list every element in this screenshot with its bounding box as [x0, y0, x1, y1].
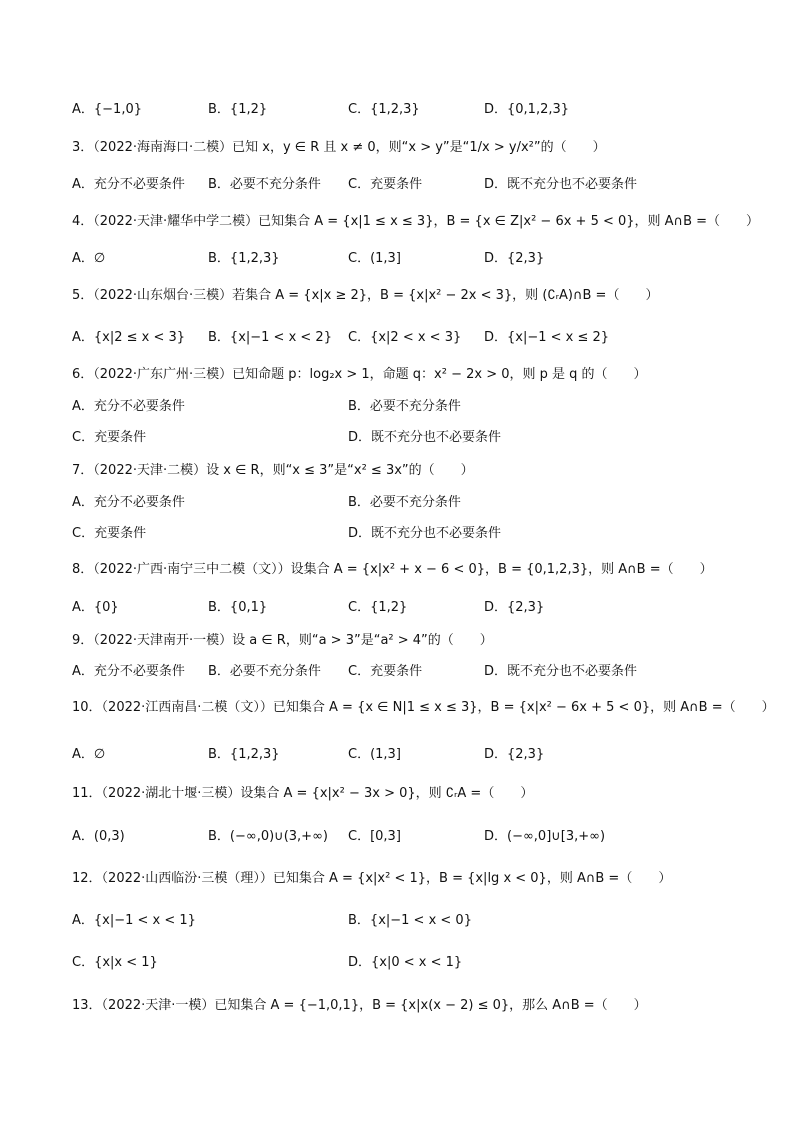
options-row: [72, 176, 712, 194]
option-d: D．{0,1,2,3}: [484, 102, 570, 117]
option-b: B．必要不充分条件: [208, 664, 321, 679]
options-row: [72, 912, 712, 930]
option-a: A．充分不必要条件: [72, 177, 185, 192]
option-c: C．[0,3]: [348, 829, 401, 844]
option-a: A．{x|2 ≤ x < 3}: [72, 330, 186, 345]
option-a: A．∅: [72, 747, 106, 762]
option-c: C．(1,3]: [348, 251, 401, 266]
option-c: C．(1,3]: [348, 747, 401, 762]
options-row: [72, 599, 712, 617]
options-row: [72, 101, 712, 119]
option-d: D．既不充分也不必要条件: [484, 177, 638, 192]
option-c: C．充要条件: [72, 430, 147, 445]
option-d: D．既不充分也不必要条件: [348, 526, 502, 541]
question-5-stem: 5．（2022·山东烟台·三模）若集合 A = {x|x ≥ 2}，B = {x|x² − 2x < 3}，则 (∁ᵣA)∩B =（ ）: [72, 288, 659, 303]
option-c: C．{1,2}: [348, 600, 408, 615]
option-c: C．{x|x < 1}: [72, 955, 158, 970]
option-a: A．充分不必要条件: [72, 664, 185, 679]
option-c: C．{x|2 < x < 3}: [348, 330, 462, 345]
question-13-stem: 13．（2022·天津·一模）已知集合 A = {−1,0,1}，B = {x|x(x − 2) ≤ 0}，那么 A∩B =（ ）: [72, 998, 647, 1013]
option-a: A．充分不必要条件: [72, 495, 185, 510]
option-b: B．{1,2}: [208, 102, 268, 117]
option-c: C．充要条件: [72, 526, 147, 541]
question-8-stem: 8．（2022·广西·南宁三中二模（文））设集合 A = {x|x² + x − 6 < 0}，B = {0,1,2,3}，则 A∩B =（ ）: [72, 562, 713, 577]
option-a: A．{−1,0}: [72, 102, 143, 117]
option-b: B．必要不充分条件: [348, 399, 461, 414]
question-3-stem: 3．（2022·海南海口·二模）已知 x，y ∈ R 且 x ≠ 0，则“x > y”是“1/x > y/x²”的（ ）: [72, 140, 606, 155]
option-d: D．既不充分也不必要条件: [348, 430, 502, 445]
option-d: D．{x|−1 < x ≤ 2}: [484, 330, 610, 345]
option-a: A．充分不必要条件: [72, 399, 185, 414]
options-row: [72, 663, 712, 681]
option-b: B．(−∞,0)∪(3,+∞): [208, 829, 328, 844]
option-d: D．{x|0 < x < 1}: [348, 955, 463, 970]
option-d: D．(−∞,0]∪[3,+∞): [484, 829, 606, 844]
question-9-stem: 9．（2022·天津南开·一模）设 a ∈ R，则“a > 3”是“a² > 4”的（ ）: [72, 633, 493, 648]
option-d: D．{2,3}: [484, 747, 545, 762]
options-row: [72, 494, 712, 512]
options-row: [72, 525, 712, 543]
option-b: B．{0,1}: [208, 600, 268, 615]
option-c: C．{1,2,3}: [348, 102, 420, 117]
question-4-stem: 4．（2022·天津·耀华中学二模）已知集合 A = {x|1 ≤ x ≤ 3}，B = {x ∈ Z|x² − 6x + 5 < 0}，则 A∩B =（ ）: [72, 214, 760, 229]
option-d: D．既不充分也不必要条件: [484, 664, 638, 679]
option-b: B．{x|−1 < x < 2}: [208, 330, 332, 345]
question-11-stem: 11．（2022·湖北十堰·三模）设集合 A = {x|x² − 3x > 0}，则 ∁ᵣA =（ ）: [72, 786, 534, 801]
option-a: A．{0}: [72, 600, 119, 615]
question-6-stem: 6．（2022·广东广州·三模）已知命题 p：log₂x > 1，命题 q：x² − 2x > 0，则 p 是 q 的（ ）: [72, 367, 647, 382]
option-b: B．{1,2,3}: [208, 251, 280, 266]
option-b: B．必要不充分条件: [348, 495, 461, 510]
option-c: C．充要条件: [348, 177, 423, 192]
options-row: [72, 954, 712, 972]
question-7-stem: 7．（2022·天津·二模）设 x ∈ R，则“x ≤ 3”是“x² ≤ 3x”的（ ）: [72, 463, 474, 478]
options-row: [72, 329, 712, 347]
option-d: D．{2,3}: [484, 251, 545, 266]
option-c: C．充要条件: [348, 664, 423, 679]
options-row: [72, 746, 712, 764]
option-d: D．{2,3}: [484, 600, 545, 615]
question-10-stem: 10．（2022·江西南昌·二模（文））已知集合 A = {x ∈ N|1 ≤ x ≤ 3}，B = {x|x² − 6x + 5 < 0}，则 A∩B =（ ）: [72, 700, 775, 715]
option-b: B．{1,2,3}: [208, 747, 280, 762]
options-row: [72, 429, 712, 447]
options-row: [72, 828, 712, 846]
option-a: A．{x|−1 < x < 1}: [72, 913, 196, 928]
option-a: A．(0,3): [72, 829, 125, 844]
option-a: A．∅: [72, 251, 106, 266]
options-row: [72, 398, 712, 416]
option-b: B．必要不充分条件: [208, 177, 321, 192]
options-row: [72, 250, 712, 268]
question-12-stem: 12．（2022·山西临汾·三模（理））已知集合 A = {x|x² < 1}，B = {x|lg x < 0}，则 A∩B =（ ）: [72, 871, 672, 886]
option-b: B．{x|−1 < x < 0}: [348, 913, 472, 928]
